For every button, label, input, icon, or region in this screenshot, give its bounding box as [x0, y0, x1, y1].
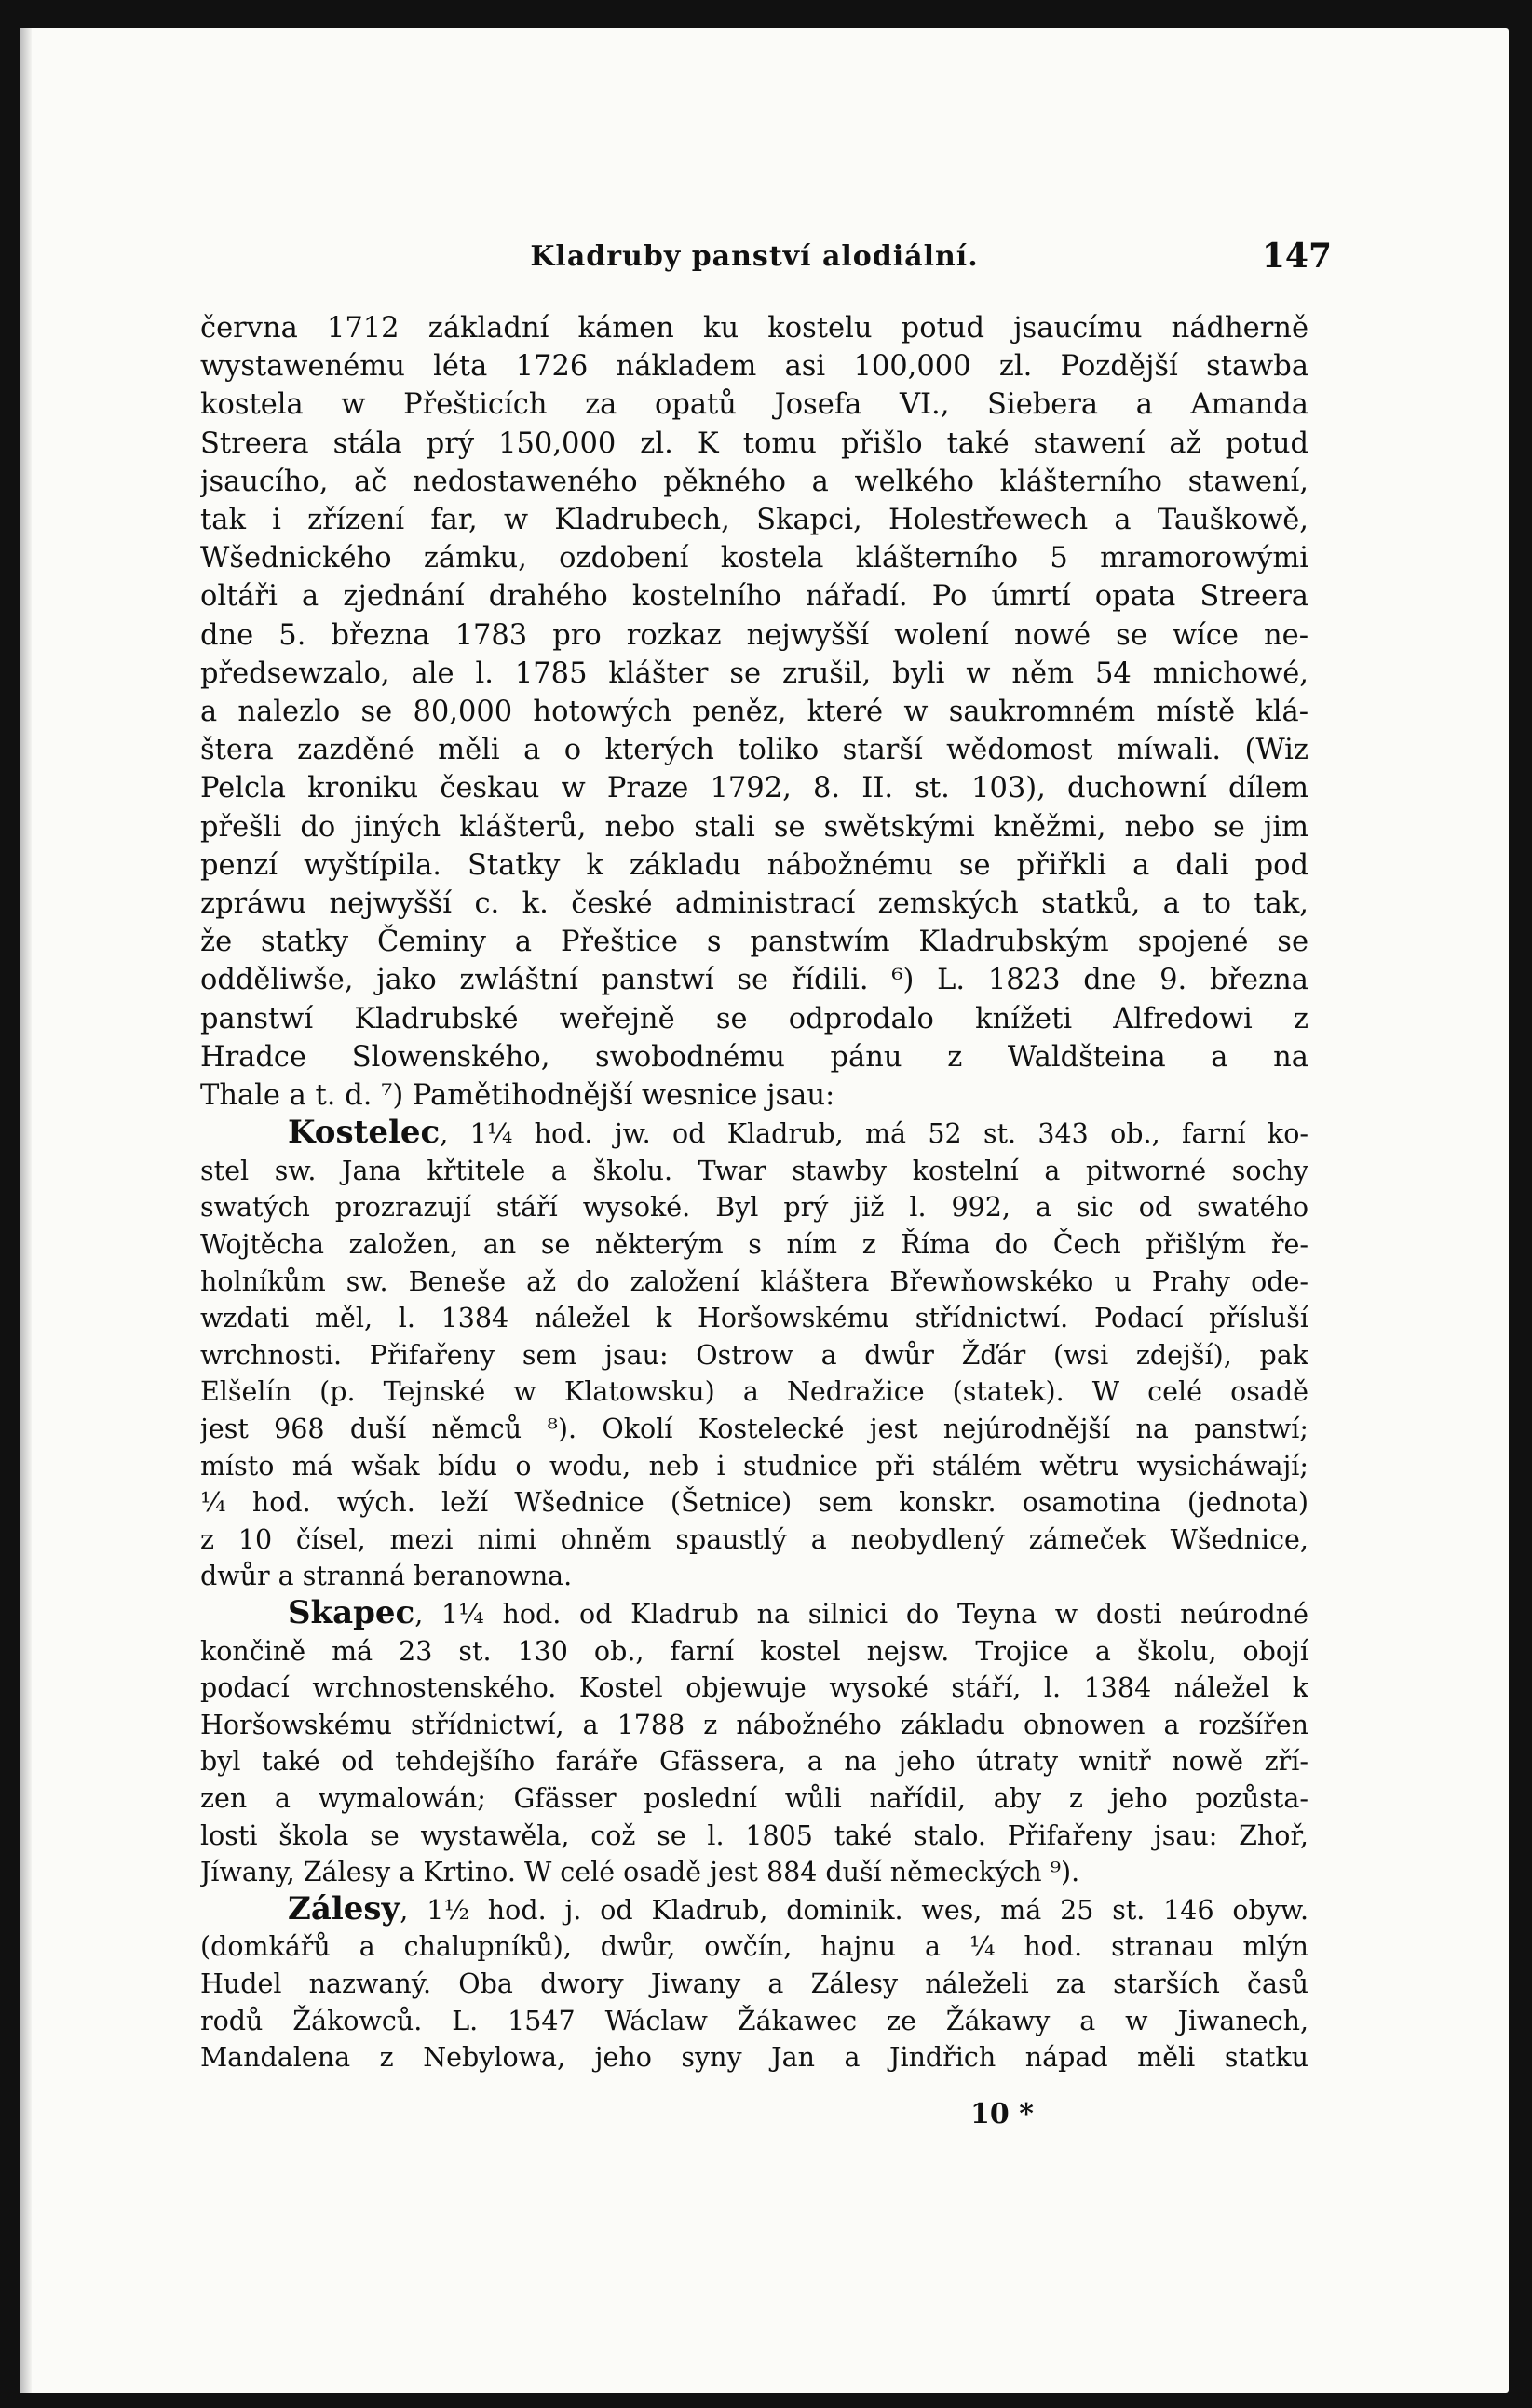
- text-line: stel sw. Jana křtitele a školu. Twar stawby kostelní a pitworné sochy: [200, 1155, 1308, 1186]
- page-number: 147: [1261, 237, 1332, 276]
- signature-mark: 10 *: [970, 2098, 1034, 2131]
- page-spine-shadow: [20, 28, 32, 2393]
- text-line: Wšednického zámku, ozdobení kostela klášterního 5 mramorowými: [200, 542, 1308, 575]
- text-line: místo má wšak bídu o wodu, neb i studnice při stálém wětru wysicháwají;: [200, 1450, 1308, 1481]
- running-header-title: Kladruby panství alodiální.: [530, 240, 979, 273]
- text-line: oltáři a zjednání drahého kostelního nářadí. Po úmrtí opata Streera: [200, 580, 1308, 614]
- text-line: Kostelec, 1¼ hod. jw. od Kladrub, má 52 st. 343 ob., farní ko-: [288, 1115, 1308, 1152]
- text-line: a nalezlo se 80,000 hotowých peněz, které w saukromném místě klá-: [200, 696, 1308, 729]
- paragraph-intro: [200, 309, 1308, 1115]
- text-line: dne 5. března 1783 pro rozkaz nejwyšší wolení nowé se wíce ne-: [200, 618, 1308, 652]
- text-line: z 10 čísel, mezi nimi ohněm spaustlý a neobydlený zámeček Wšednice,: [200, 1523, 1308, 1555]
- text-line: jsaucího, ač nedostaweného pěkného a welkého klášterního stawení,: [200, 465, 1308, 498]
- text-line: Mandalena z Nebylowa, jeho syny Jan a Jindřich nápad měli statku: [200, 2042, 1308, 2074]
- text-line: swatých prozrazují stáří wysoké. Byl prý již l. 992, a sic od swatého: [200, 1192, 1308, 1224]
- text-line: Jíwany, Zálesy a Krtino. W celé osadě jest 884 duší německých ⁹).: [200, 1857, 1080, 1888]
- text-line: Streera stála prý 150,000 zl. K tomu přišlo také stawení až potud: [200, 426, 1308, 460]
- text-line: (domkářů a chalupníků), dwůr, owčín, hajnu a ¼ hod. stranau mlýn: [200, 1931, 1308, 1963]
- entry-headword: Kostelec: [288, 1115, 441, 1152]
- text-line: štera zazděné měli a o kterých toliko starší wědomost míwali. (Wiz: [200, 734, 1308, 767]
- text-line: končině má 23 st. 130 ob., farní kostel nejsw. Trojice a školu, obojí: [200, 1635, 1308, 1667]
- text-line: přešli do jiných klášterů, nebo stali se swětskými kněžmi, nebo se jim: [200, 810, 1308, 844]
- text-line: tak i zřízení far, w Kladrubech, Skapci, Holestřewech a Tauškowě,: [200, 504, 1308, 537]
- text-line: Hudel nazwaný. Oba dwory Jiwany a Zálesy náleželi za starších časů: [200, 1968, 1308, 1999]
- text-line: rodů Žákowců. L. 1547 Wáclaw Žákawec ze Žákawy a w Jiwanech,: [200, 2005, 1308, 2036]
- text-line: penzí wyštípila. Statky k základu nábožnému se přiřkli a dali pod: [200, 848, 1308, 882]
- page-body: [200, 309, 1308, 2077]
- text-line: dwůr a stranná beranowna.: [200, 1561, 573, 1592]
- text-line: předsewzalo, ale l. 1785 klášter se zrušil, byli w něm 54 mnichowé,: [200, 656, 1308, 690]
- text-line: Elšelín (p. Tejnské w Klatowsku) a Nedražice (statek). W celé osadě: [200, 1376, 1308, 1408]
- text-line: panstwí Kladrubské weřejně se odprodalo knížeti Alfredowi z: [200, 1002, 1308, 1035]
- text-line: Hradce Slowenského, swobodnému pánu z Waldšteina a na: [200, 1040, 1308, 1074]
- paragraph-skapec: [200, 1595, 1308, 1891]
- text-line: Pelcla kroniku českau w Praze 1792, 8. II. st. 103), duchowní dílem: [200, 772, 1308, 805]
- paragraph-kostelec: [200, 1115, 1308, 1595]
- text-line: že statky Čeminy a Přeštice s panstwím Kladrubským spojené se: [200, 926, 1308, 959]
- text-line: podací wrchnostenského. Kostel objewuje wysoké stáří, l. 1384 náležel k: [200, 1672, 1308, 1704]
- text-line: odděliwše, jako zwláštní panstwí se řídili. ⁶) L. 1823 dne 9. března: [200, 964, 1308, 997]
- text-line: ¼ hod. wých. leží Wšednice (Šetnice) sem konskr. osamotina (jednota): [200, 1487, 1308, 1519]
- text-line: wzdati měl, l. 1384 náležel k Horšowskému střídnictwí. Podací přísluší: [200, 1303, 1308, 1334]
- text-line: wrchnosti. Přifařeny sem jsau: Ostrow a dwůr Žďár (wsi zdejší), pak: [200, 1339, 1308, 1371]
- text-line: wystawenému léta 1726 nákladem asi 100,000 zl. Pozdější stawba: [200, 350, 1308, 384]
- running-header: [177, 237, 1332, 277]
- text-line: byl také od tehdejšího faráře Gfässera, a na jeho útraty wnitř nowě zří-: [200, 1746, 1308, 1778]
- entry-headword: Zálesy: [288, 1890, 400, 1928]
- text-line: Skapec, 1¼ hod. od Kladrub na silnici do Teyna w dosti neúrodné: [288, 1594, 1308, 1631]
- text-line: kostela w Přešticích za opatů Josefa VI., Siebera a Amanda: [200, 388, 1308, 422]
- text-line: Thale a t. d. ⁷) Pamětihodnější wesnice jsau:: [200, 1079, 835, 1113]
- paragraph-zalesy: [200, 1891, 1308, 2077]
- entry-headword: Skapec: [288, 1594, 415, 1631]
- text-line: června 1712 základní kámen ku kostelu potud jsaucímu nádherně: [200, 312, 1308, 345]
- text-line: holníkům sw. Beneše až do založení kláštera Břewňowskéko u Prahy ode-: [200, 1265, 1308, 1297]
- text-line: Zálesy, 1½ hod. j. od Kladrub, dominik. wes, má 25 st. 146 obyw.: [288, 1890, 1308, 1928]
- text-line: losti škola se wystawěla, což se l. 1805 také stalo. Přifařeny jsau: Zhoř,: [200, 1820, 1308, 1851]
- text-line: Wojtěcha založen, an se některým s ním z Říma do Čech přišlým ře-: [200, 1229, 1308, 1261]
- text-line: jest 968 duší němců ⁸). Okolí Kostelecké jest nejúrodnější na panstwí;: [200, 1414, 1308, 1445]
- text-line: Horšowskému střídnictwí, a 1788 z nábožného základu obnowen a rozšířen: [200, 1709, 1308, 1740]
- text-line: zen a wymalowán; Gfässer poslední wůli nařídil, aby z jeho pozůsta-: [200, 1782, 1308, 1814]
- text-line: zpráwu nejwyšší c. k. české administrací zemských statků, a to tak,: [200, 887, 1308, 921]
